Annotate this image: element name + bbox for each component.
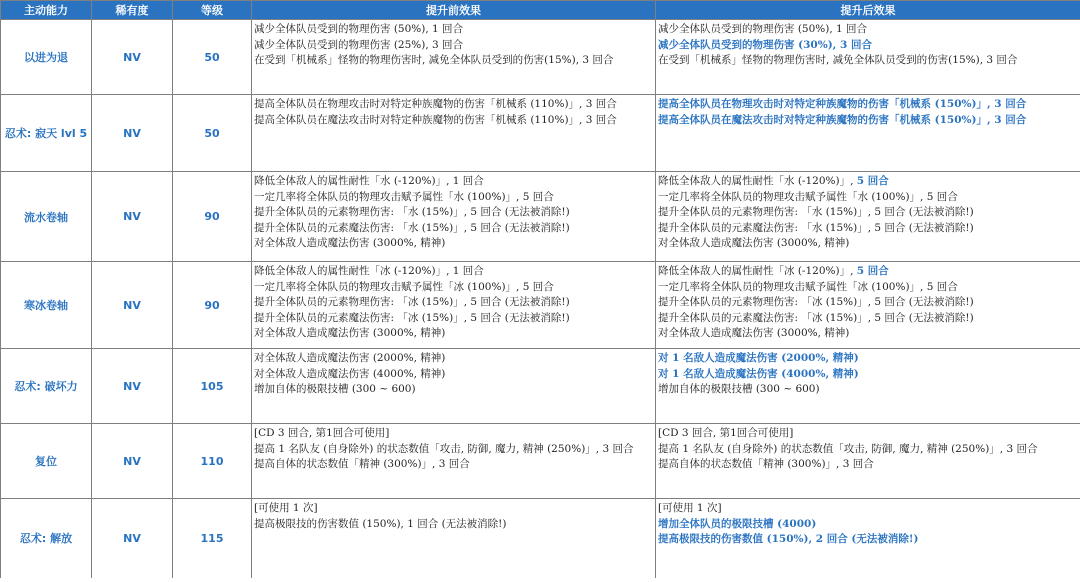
effect-line: 提升全体队员的元素魔法伤害: 「冰 (15%)」, 5 回合 (无法被消除!) xyxy=(658,311,974,324)
rarity-cell: NV xyxy=(92,499,173,578)
rarity-cell: NV xyxy=(92,172,173,262)
effect-line-text: 降低全体敌人的属性耐性「冰 (-120%)」, xyxy=(658,265,857,277)
effect-line: 提升全体队员的元素物理伤害: 「水 (15%)」, 5 回合 (无法被消除!) xyxy=(254,206,570,218)
before-effect-cell xyxy=(252,172,656,262)
rarity-cell: NV xyxy=(92,95,173,172)
effect-line xyxy=(658,264,1080,280)
table-row xyxy=(1,499,1080,578)
before-effect-cell xyxy=(252,424,656,499)
effect-line: 提高极限技的伤害数值 (150%), 1 回合 (无法被消除!) xyxy=(254,517,507,530)
effect-line: 提高 1 名队友 (自身除外) 的状态数值「攻击, 防御, 魔力, 精神 (250%)」, 3 回合 xyxy=(658,442,1038,455)
skill-name-cell: 忍术: 解放 xyxy=(1,499,92,578)
before-effect-cell xyxy=(252,95,656,172)
effect-line: [可使用 1 次] xyxy=(254,502,318,514)
effect-line: 提升全体队员的元素魔法伤害: 「水 (15%)」, 5 回合 (无法被消除!) xyxy=(658,221,974,234)
rarity-cell: NV xyxy=(92,20,173,95)
effect-line: 提高自体的状态数值「精神 (300%)」, 3 回合 xyxy=(658,458,874,470)
table-row xyxy=(1,95,1080,172)
table-row xyxy=(1,262,1080,349)
level-cell: 105 xyxy=(173,349,252,424)
table-header-row xyxy=(1,1,1080,20)
after-effect-cell xyxy=(656,499,1080,578)
table-row xyxy=(1,424,1080,499)
before-effect-cell xyxy=(252,20,656,95)
effect-line: 增加自体的极限技槽 (300 ~ 600) xyxy=(658,383,820,395)
effect-line: 提高全体队员在物理攻击时对特定种族魔物的伤害「机械系 (150%)」, 3 回合 xyxy=(658,98,1027,110)
effect-line: [可使用 1 次] xyxy=(658,502,722,514)
table-row xyxy=(1,20,1080,95)
header-skill: 主动能力 xyxy=(1,1,92,20)
effect-line-highlight: 5 回合 xyxy=(856,175,889,187)
effect-line: 一定几率将全体队员的物理攻击赋予属性「冰 (100%)」, 5 回合 xyxy=(658,280,958,293)
effect-line: 降低全体敌人的属性耐性「冰 (-120%)」, 1 回合 xyxy=(254,265,484,277)
after-effect-cell xyxy=(656,20,1080,95)
effect-line-text: 降低全体敌人的属性耐性「水 (-120%)」, xyxy=(658,175,857,187)
effect-line: 减少全体队员受到的物理伤害 (25%), 3 回合 xyxy=(254,38,464,51)
level-cell: 90 xyxy=(173,172,252,262)
before-effect-cell xyxy=(252,499,656,578)
effect-line: 对全体敌人造成魔法伤害 (2000%, 精神) xyxy=(254,352,446,364)
effect-line: 提升全体队员的元素魔法伤害: 「水 (15%)」, 5 回合 (无法被消除!) xyxy=(254,221,570,234)
effect-line: 提升全体队员的元素魔法伤害: 「冰 (15%)」, 5 回合 (无法被消除!) xyxy=(254,311,570,324)
effect-line xyxy=(658,174,1080,190)
skill-name-cell: 以进为退 xyxy=(1,20,92,95)
level-cell: 50 xyxy=(173,20,252,95)
effect-line: [CD 3 回合, 第1回合可使用] xyxy=(658,427,794,439)
table-body xyxy=(1,20,1080,578)
effect-line: 一定几率将全体队员的物理攻击赋予属性「水 (100%)」, 5 回合 xyxy=(658,190,958,203)
level-cell: 50 xyxy=(173,95,252,172)
effect-line: 提升全体队员的元素物理伤害: 「冰 (15%)」, 5 回合 (无法被消除!) xyxy=(658,296,974,308)
effect-line: 一定几率将全体队员的物理攻击赋予属性「冰 (100%)」, 5 回合 xyxy=(254,280,554,293)
skill-name-cell: 复位 xyxy=(1,424,92,499)
effect-line: [CD 3 回合, 第1回合可使用] xyxy=(254,427,390,439)
effect-line: 减少全体队员受到的物理伤害 (50%), 1 回合 xyxy=(658,23,868,35)
header-after: 提升后效果 xyxy=(656,1,1080,20)
skill-name-cell: 忍术: 破坏力 xyxy=(1,349,92,424)
effect-line: 对全体敌人造成魔法伤害 (3000%, 精神) xyxy=(254,237,446,249)
after-effect-cell xyxy=(656,95,1080,172)
effect-line: 对 1 名敌人造成魔法伤害 (2000%, 精神) xyxy=(658,352,859,364)
table-row xyxy=(1,349,1080,424)
effect-line: 提高自体的状态数值「精神 (300%)」, 3 回合 xyxy=(254,458,470,470)
level-cell: 110 xyxy=(173,424,252,499)
effect-line: 提升全体队员的元素物理伤害: 「水 (15%)」, 5 回合 (无法被消除!) xyxy=(658,206,974,218)
effect-line: 增加全体队员的极限技槽 (4000) xyxy=(658,517,817,530)
effect-line: 对 1 名敌人造成魔法伤害 (4000%, 精神) xyxy=(658,367,859,380)
level-cell: 90 xyxy=(173,262,252,349)
effect-line: 对全体敌人造成魔法伤害 (3000%, 精神) xyxy=(658,327,850,339)
effect-line-highlight: 5 回合 xyxy=(856,265,889,277)
before-effect-cell xyxy=(252,262,656,349)
effect-line: 减少全体队员受到的物理伤害 (50%), 1 回合 xyxy=(254,23,464,35)
level-cell: 115 xyxy=(173,499,252,578)
effect-line: 提高全体队员在魔法攻击时对特定种族魔物的伤害「机械系 (110%)」, 3 回合 xyxy=(254,113,617,126)
after-effect-cell xyxy=(656,349,1080,424)
effect-line: 对全体敌人造成魔法伤害 (3000%, 精神) xyxy=(658,237,850,249)
effect-line: 增加自体的极限技槽 (300 ~ 600) xyxy=(254,383,416,395)
rarity-cell: NV xyxy=(92,424,173,499)
rarity-cell: NV xyxy=(92,349,173,424)
after-effect-cell xyxy=(656,424,1080,499)
effect-line: 提高全体队员在魔法攻击时对特定种族魔物的伤害「机械系 (150%)」, 3 回合 xyxy=(658,113,1027,126)
skill-name-cell: 流水卷轴 xyxy=(1,172,92,262)
after-effect-cell xyxy=(656,262,1080,349)
effect-line: 降低全体敌人的属性耐性「水 (-120%)」, 1 回合 xyxy=(254,175,484,187)
before-effect-cell xyxy=(252,349,656,424)
rarity-cell: NV xyxy=(92,262,173,349)
effect-line: 提高极限技的伤害数值 (150%), 2 回合 (无法被消除!) xyxy=(658,533,919,545)
effect-line: 在受到「机械系」怪物的物理伤害时, 减免全体队员受到的伤害(15%), 3 回合 xyxy=(254,54,614,66)
header-before: 提升前效果 xyxy=(252,1,656,20)
skill-name-cell: 寒冰卷轴 xyxy=(1,262,92,349)
effect-line: 对全体敌人造成魔法伤害 (4000%, 精神) xyxy=(254,367,446,380)
header-rarity: 稀有度 xyxy=(92,1,173,20)
effect-line: 提高全体队员在物理攻击时对特定种族魔物的伤害「机械系 (110%)」, 3 回合 xyxy=(254,98,617,110)
effect-line: 提升全体队员的元素物理伤害: 「冰 (15%)」, 5 回合 (无法被消除!) xyxy=(254,296,570,308)
header-level: 等级 xyxy=(173,1,252,20)
effect-line: 一定几率将全体队员的物理攻击赋予属性「水 (100%)」, 5 回合 xyxy=(254,190,554,203)
after-effect-cell xyxy=(656,172,1080,262)
effect-line: 减少全体队员受到的物理伤害 (30%), 3 回合 xyxy=(658,38,872,51)
effect-line: 在受到「机械系」怪物的物理伤害时, 减免全体队员受到的伤害(15%), 3 回合 xyxy=(658,54,1018,66)
table-row xyxy=(1,172,1080,262)
skill-name-cell: 忍术: 寂天 lvl 5 xyxy=(1,95,92,172)
effect-line: 对全体敌人造成魔法伤害 (3000%, 精神) xyxy=(254,327,446,339)
effect-line: 提高 1 名队友 (自身除外) 的状态数值「攻击, 防御, 魔力, 精神 (250%)」, 3 回合 xyxy=(254,442,634,455)
